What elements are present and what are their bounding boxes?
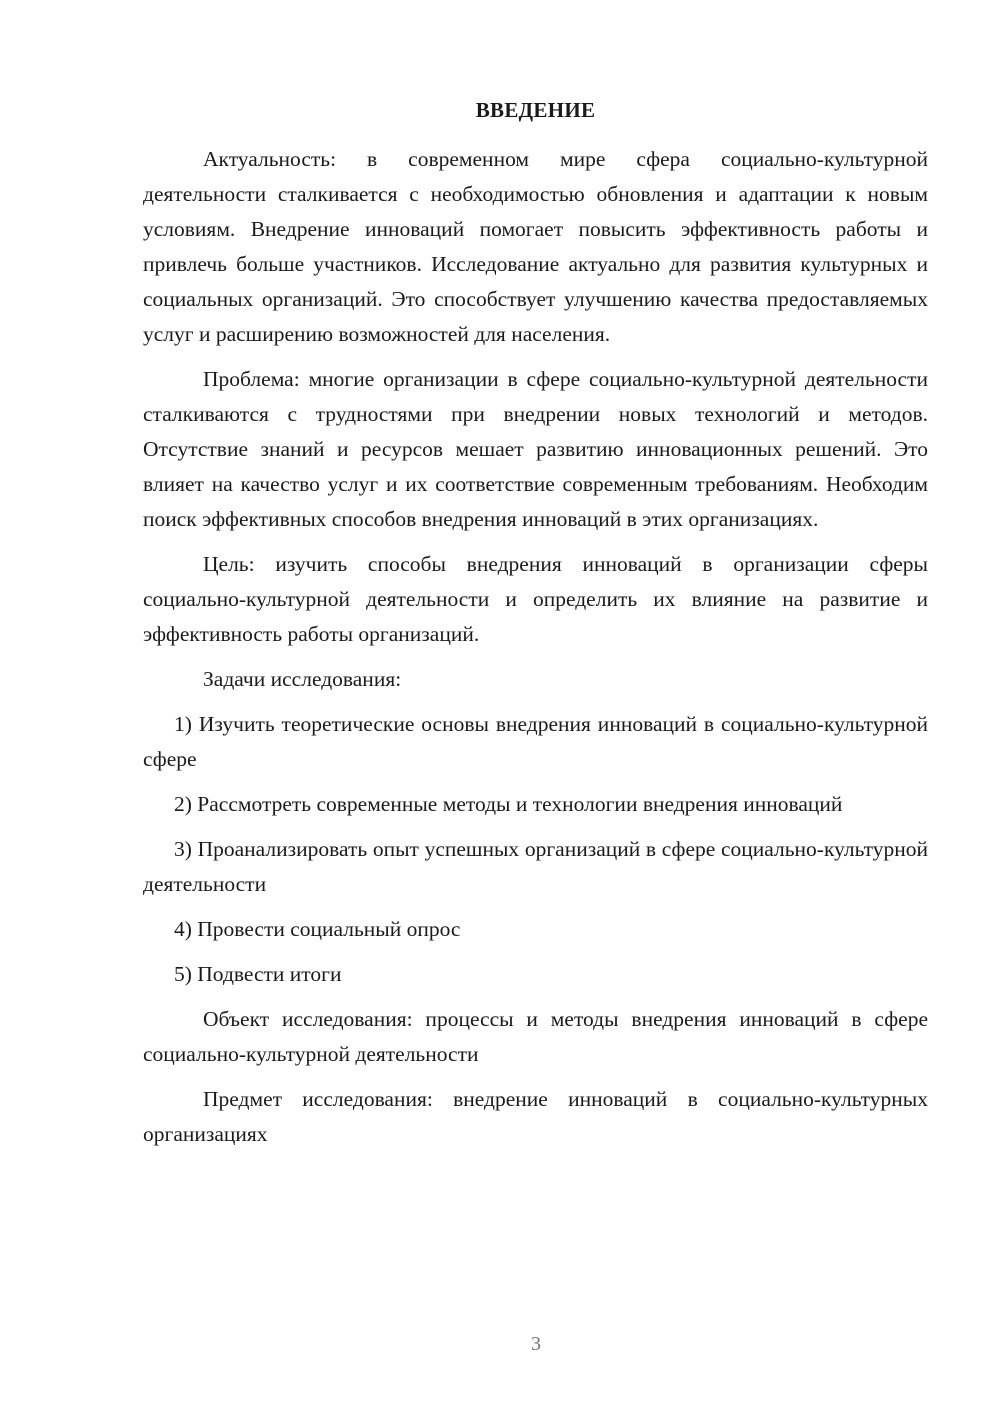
page-number: 3: [531, 1333, 541, 1355]
paragraph-subject: Предмет исследования: внедрение инноваций в социально-культурных организациях: [143, 1087, 928, 1146]
task-item-5: 5) Подвести итоги: [174, 962, 342, 986]
document-page: [143, 95, 928, 1162]
task-item-4: 4) Провести социальный опрос: [174, 917, 461, 941]
paragraph-relevance: Актуальность: в современном мире сфера социально-культурной деятельности сталкивается с необходимостью обновления и адаптации к новым условиям. Внедрение инноваций помогает повысить эффективность работы и привлечь больше участников. Исследование актуально для развития культурных и социальных организаций. Это способствует улучшению качества предоставляемых услуг и расширению возможностей для населения.: [143, 147, 928, 346]
task-item-1: 1) Изучить теоретические основы внедрения инноваций в социально-культурной сфере: [143, 712, 928, 771]
document-title: ВВЕДЕНИЕ: [475, 98, 596, 122]
paragraph-problem: Проблема: многие организации в сфере социально-культурной деятельности сталкиваются с трудностями при внедрении новых технологий и методов. Отсутствие знаний и ресурсов мешает развитию инновационных решений. Это влияет на качество услуг и их соответствие современным требованиям. Необходим поиск эффективных способов внедрения инноваций в этих организациях.: [143, 367, 928, 531]
paragraph-goal: Цель: изучить способы внедрения инноваций в организации сферы социально-культурной деятельности и определить их влияние на развитие и эффективность работы организаций.: [143, 552, 928, 646]
paragraph-tasks-heading: Задачи исследования:: [203, 667, 402, 691]
task-item-3: 3) Проанализировать опыт успешных организаций в сфере социально-культурной деятельности: [143, 837, 928, 896]
paragraph-object: Объект исследования: процессы и методы внедрения инноваций в сфере социально-культурной деятельности: [143, 1007, 928, 1066]
task-item-2: 2) Рассмотреть современные методы и технологии внедрения инноваций: [174, 792, 843, 816]
